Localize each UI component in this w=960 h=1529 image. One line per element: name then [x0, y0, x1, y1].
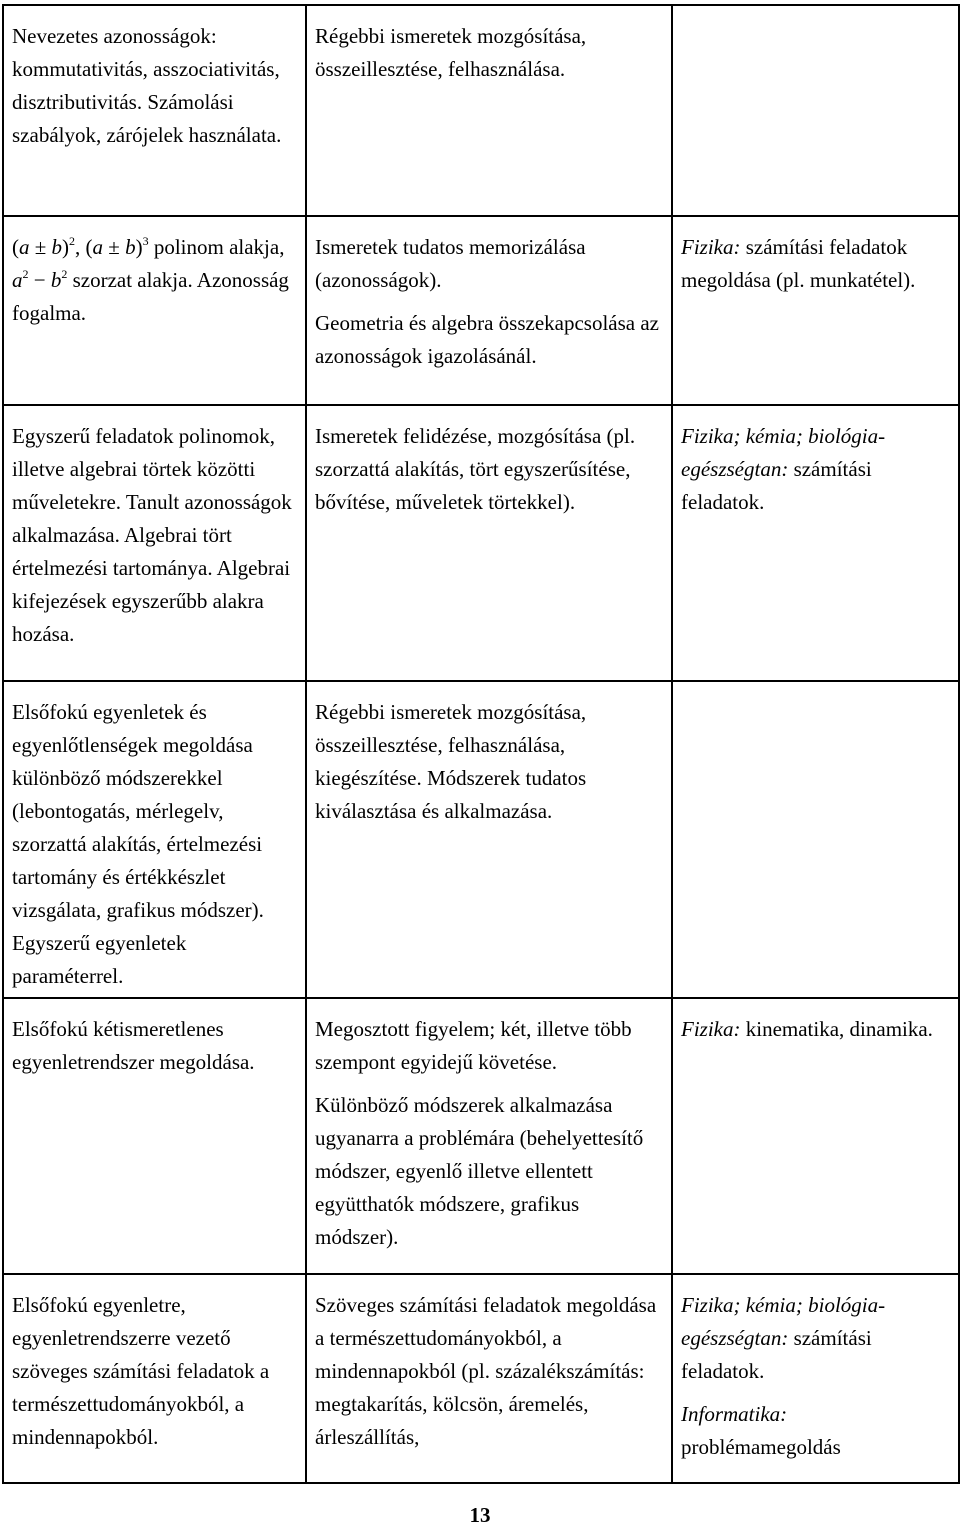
- connection-text: Informatika: problémamegoldás: [681, 1402, 841, 1459]
- table-row: [3, 1274, 959, 1483]
- activity-text: Különböző módszerek alkalmazása ugyanarra a problémára (behelyettesítő módszer, egyenlő illetve ellentett együtthatók módszere, grafikus módszer).: [315, 1093, 644, 1249]
- subject-label: Fizika; kémia; biológia-egészségtan:: [681, 424, 886, 481]
- connection-cell: [672, 998, 959, 1274]
- page-number: 13: [469, 1503, 491, 1527]
- connection-cell: [672, 405, 959, 681]
- activity-text: Régebbi ismeretek mozgósítása, összeillesztése, felhasználása.: [315, 24, 587, 81]
- topic-cell: [3, 216, 306, 405]
- activity-cell: [306, 1274, 672, 1483]
- subject-label: Fizika:: [681, 235, 741, 259]
- activity-text: Geometria és algebra összekapcsolása az azonosságok igazolásánál.: [315, 311, 659, 368]
- activity-text: Ismeretek felidézése, mozgósítása (pl. szorzattá alakítás, tört egyszerűsítése, bővítése, műveletek törtekkel).: [315, 424, 636, 514]
- connection-text: Fizika; kémia; biológia-egészségtan: számítási feladatok.: [681, 1293, 886, 1383]
- curriculum-table: [2, 4, 960, 1484]
- connection-cell: [672, 1274, 959, 1483]
- activity-text: Régebbi ismeretek mozgósítása, összeillesztése, felhasználása, kiegészítése. Módszerek tudatos kiválasztása és alkalmazása.: [315, 700, 587, 823]
- topic-text: Elsőfokú kétismeretlenes egyenletrendszer megoldása.: [12, 1017, 255, 1074]
- topic-cell: [3, 1274, 306, 1483]
- connection-cell: [672, 216, 959, 405]
- connection-cell: [672, 681, 959, 998]
- connection-text: Fizika; kémia; biológia-egészségtan: számítási feladatok.: [681, 424, 886, 514]
- activity-cell: [306, 216, 672, 405]
- table-row: [3, 216, 959, 405]
- activity-cell: [306, 5, 672, 216]
- topic-cell: [3, 998, 306, 1274]
- table-row: [3, 405, 959, 681]
- table-row: [3, 681, 959, 998]
- activity-cell: [306, 998, 672, 1274]
- subject-label: Fizika:: [681, 1017, 741, 1041]
- topic-cell: [3, 5, 306, 216]
- connection-text: Fizika: kinematika, dinamika.: [681, 1017, 933, 1041]
- activity-cell: [306, 681, 672, 998]
- activity-text: Ismeretek tudatos memorizálása (azonosságok).: [315, 235, 586, 292]
- activity-text: Szöveges számítási feladatok megoldása a természettudományokból, a mindennapokból (pl. százalékszámítás: megtakarítás, kölcsön, áremelés, árleszállítás,: [315, 1293, 657, 1449]
- topic-cell: [3, 405, 306, 681]
- subject-label: Informatika:: [681, 1402, 788, 1426]
- table-row: [3, 5, 959, 216]
- topic-text: Elsőfokú egyenletre, egyenletrendszerre vezető szöveges számítási feladatok a természettudományokból, a mindennapokból.: [12, 1293, 270, 1449]
- topic-text: Egyszerű feladatok polinomok, illetve algebrai törtek közötti műveletekre. Tanult azonosságok alkalmazása. Algebrai tört értelmezési tartománya. Algebrai kifejezések egyszerűbb alakra hozása.: [12, 424, 292, 646]
- topic-text: Elsőfokú egyenletek és egyenlőtlenségek megoldása különböző módszerekkel (lebontogatás, mérlegelv, szorzattá alakítás, értelmezési tartomány és értékkészlet vizsgálata, grafikus módszer). Egyszerű egyenletek paraméterrel.: [12, 700, 264, 988]
- connection-text: Fizika: számítási feladatok megoldása (pl. munkatétel).: [681, 235, 916, 292]
- identity-formula-text: $(a \pm b)^2$, $(a \pm b)^3$ polinom alakja, $a^2 - b^2$ szorzat alakja. Azonosság fogalma.: [12, 234, 289, 325]
- connection-cell: [672, 5, 959, 216]
- activity-cell: [306, 405, 672, 681]
- table-row: [3, 998, 959, 1274]
- topic-text: Nevezetes azonosságok: kommutativitás, asszociativitás, disztributivitás. Számolási szabályok, zárójelek használata.: [12, 24, 282, 147]
- topic-cell: [3, 681, 306, 998]
- subject-label: Fizika; kémia; biológia-egészségtan:: [681, 1293, 886, 1350]
- activity-text: Megosztott figyelem; két, illetve több szempont egyidejű követése.: [315, 1017, 632, 1074]
